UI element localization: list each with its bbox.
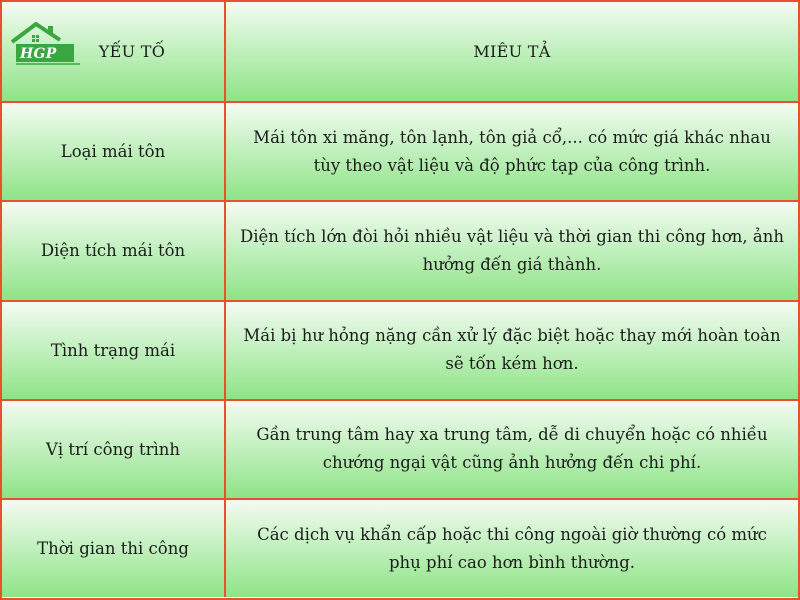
factor-cell: Thời gian thi công bbox=[2, 500, 226, 597]
table-row bbox=[2, 498, 798, 597]
description-cell: Gần trung tâm hay xa trung tâm, dễ di chuyển hoặc có nhiều chướng ngại vật cũng ảnh hưởng đến chi phí. bbox=[226, 401, 798, 498]
table-header-row bbox=[2, 2, 798, 101]
factor-cell: Diện tích mái tôn bbox=[2, 202, 226, 299]
table-row bbox=[2, 300, 798, 399]
header-cell-factor bbox=[2, 2, 226, 101]
factor-cell: Loại mái tôn bbox=[2, 103, 226, 200]
description-cell: Các dịch vụ khẩn cấp hoặc thi công ngoài giờ thường có mức phụ phí cao hơn bình thường. bbox=[226, 500, 798, 597]
table-row bbox=[2, 399, 798, 498]
table-row bbox=[2, 101, 798, 200]
description-cell: Mái tôn xi măng, tôn lạnh, tôn giả cổ,... có mức giá khác nhau tùy theo vật liệu và độ phức tạp của công trình. bbox=[226, 103, 798, 200]
header-description-label: MIÊU TẢ bbox=[473, 41, 551, 61]
description-cell: Mái bị hư hỏng nặng cần xử lý đặc biệt hoặc thay mới hoàn toàn sẽ tốn kém hơn. bbox=[226, 302, 798, 399]
factor-cell: Vị trí công trình bbox=[2, 401, 226, 498]
table-row bbox=[2, 200, 798, 299]
header-cell-description bbox=[226, 2, 798, 101]
hgp-house-logo-icon bbox=[10, 18, 82, 66]
description-cell: Diện tích lớn đòi hỏi nhiều vật liệu và thời gian thi công hơn, ảnh hưởng đến giá thành. bbox=[226, 202, 798, 299]
header-factor-label: YẾU TỐ bbox=[98, 42, 166, 62]
logo-text: HGP bbox=[20, 46, 57, 62]
factor-cell: Tình trạng mái bbox=[2, 302, 226, 399]
